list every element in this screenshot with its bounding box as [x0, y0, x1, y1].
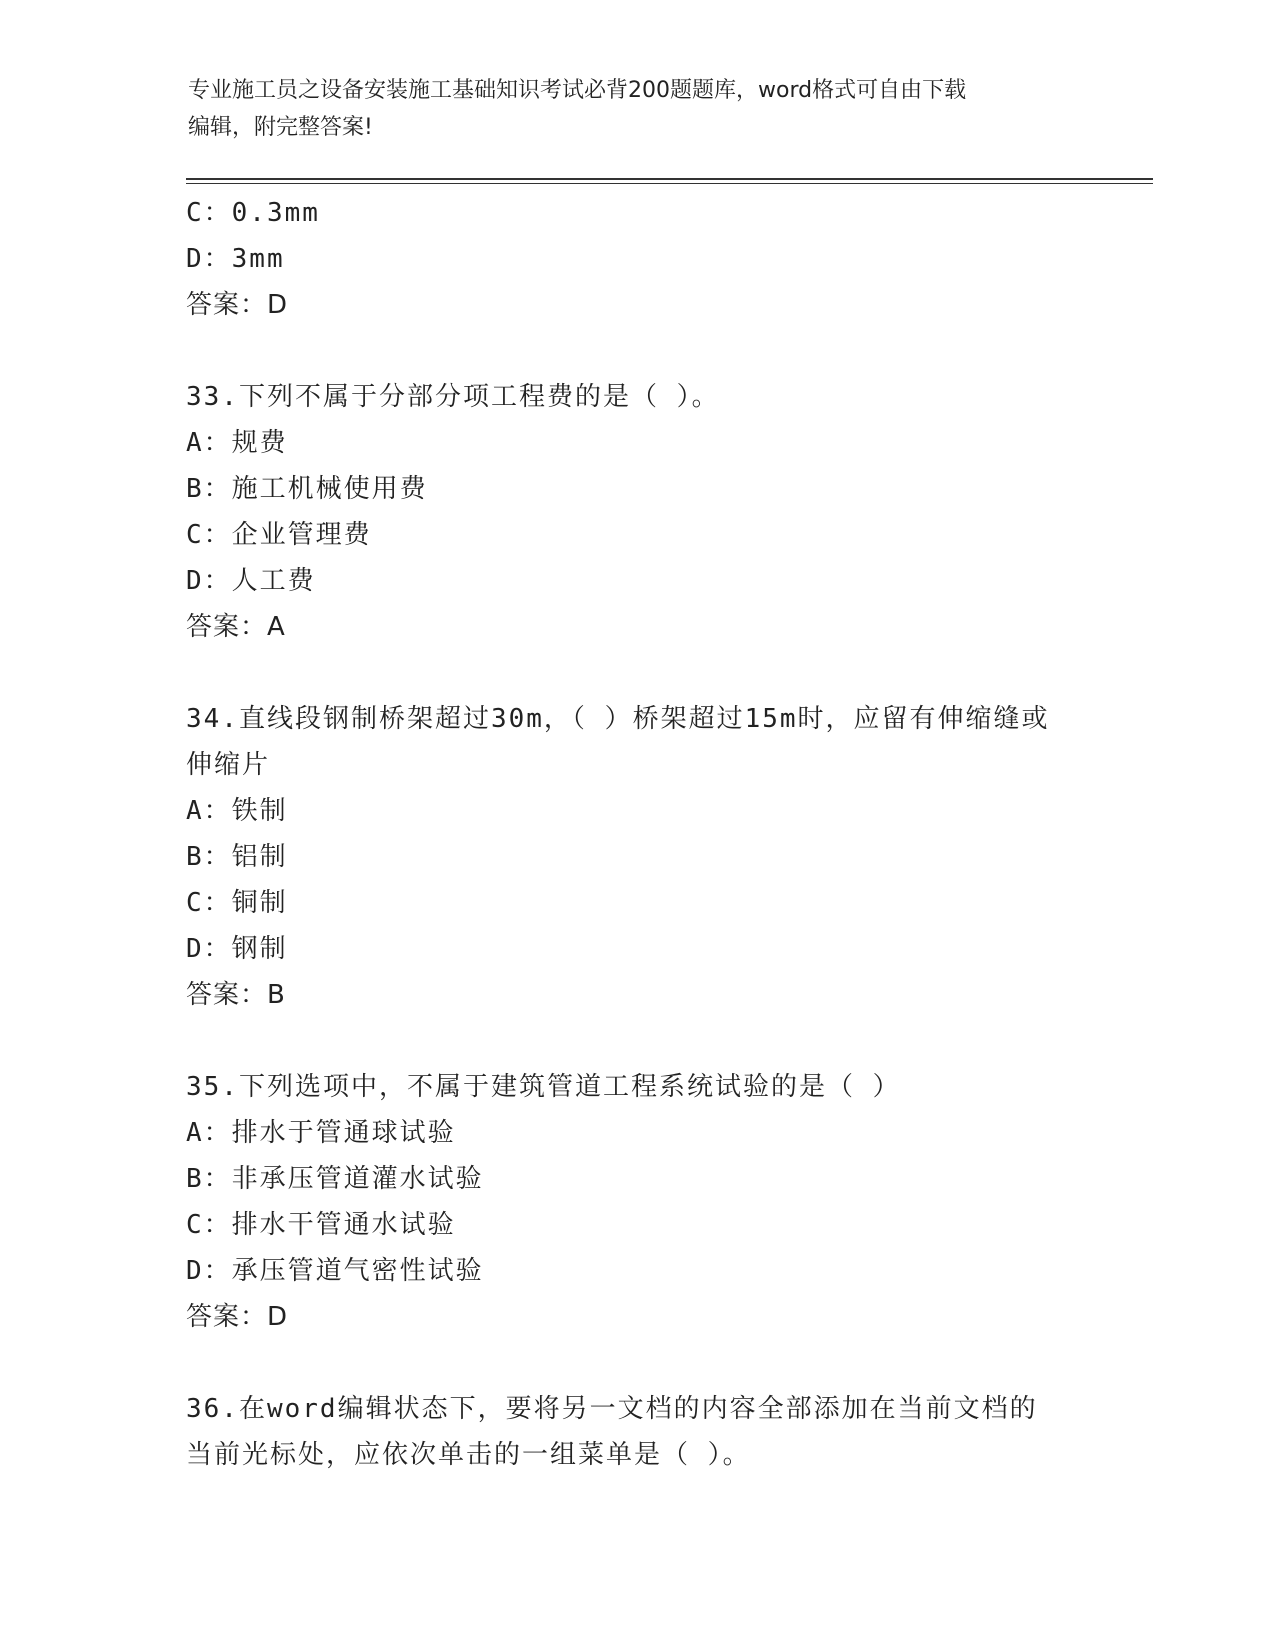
option-c: C：0.3mm — [186, 198, 320, 228]
option-b: B：铝制 — [186, 842, 288, 872]
question-stem: 34.直线段钢制桥架超过30m，（ ）桥架超过15m时，应留有伸缩缝或 — [186, 704, 1050, 734]
option-d: D：3mm — [186, 244, 285, 274]
header-divider-thin — [186, 183, 1153, 184]
option-a: A：排水于管通球试验 — [186, 1118, 456, 1148]
option-b: B：施工机械使用费 — [186, 474, 428, 504]
question-stem: 36.在word编辑状态下，要将另一文档的内容全部添加在当前文档的 — [186, 1394, 1038, 1424]
question-list — [186, 190, 1106, 1478]
header-divider — [186, 178, 1153, 180]
option-d: D：人工费 — [186, 566, 316, 596]
header-line-1: 专业施工员之设备安装施工基础知识考试必背200题题库，word格式可自由下载 — [188, 78, 967, 103]
option-c: C：企业管理费 — [186, 520, 372, 550]
document-header — [188, 72, 1088, 146]
answer-line: 答案：D — [186, 1302, 289, 1332]
option-d: D：钢制 — [186, 934, 288, 964]
answer-line: 答案：A — [186, 612, 286, 642]
question-stem-continued: 伸缩片 — [186, 750, 271, 780]
option-b: B：非承压管道灌水试验 — [186, 1164, 484, 1194]
question-stem: 33.下列不属于分部分项工程费的是（ ）。 — [186, 382, 720, 412]
header-line-2: 编辑，附完整答案! — [188, 115, 373, 140]
answer-line: 答案：B — [186, 980, 286, 1010]
question-stem: 35.下列选项中，不属于建筑管道工程系统试验的是（ ） — [186, 1072, 901, 1102]
option-c: C：排水干管通水试验 — [186, 1210, 456, 1240]
answer-line: 答案：D — [186, 290, 289, 320]
option-c: C：铜制 — [186, 888, 288, 918]
question-stem-continued: 当前光标处，应依次单击的一组菜单是（ ）。 — [186, 1440, 751, 1470]
option-a: A：规费 — [186, 428, 288, 458]
option-a: A：铁制 — [186, 796, 288, 826]
option-d: D：承压管道气密性试验 — [186, 1256, 484, 1286]
